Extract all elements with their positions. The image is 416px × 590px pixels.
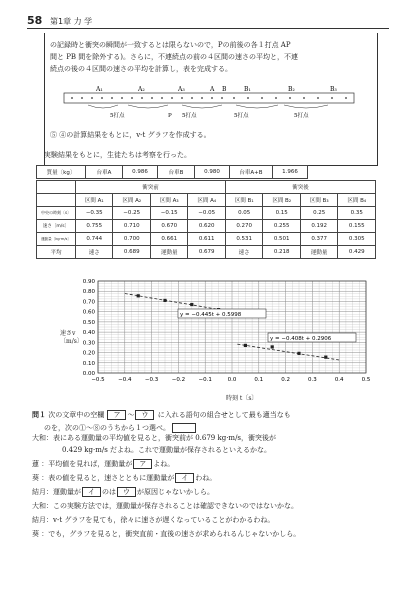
tape-brace <box>236 105 278 108</box>
tape-dot <box>71 97 73 99</box>
x-tick-label: 0.1 <box>254 377 264 383</box>
question-line-1 <box>32 410 291 420</box>
tape-dot <box>111 97 113 99</box>
tape-dot <box>317 97 319 99</box>
tape-dot <box>101 97 103 99</box>
dialogue-line <box>32 487 214 497</box>
table-cell: 0.35 <box>338 207 376 220</box>
dialogue-text: 表にある運動量の平均値を見ると，衝突前が 0.679 kg·m/s，衝突後が <box>53 434 277 442</box>
range-sep: 〜 <box>127 411 135 419</box>
fit-after-label: y = −0.408t + 0.2906 <box>270 336 332 342</box>
table-cell: 0.501 <box>263 233 301 246</box>
x-tick-label: −0.3 <box>144 377 159 383</box>
blank-box: イ <box>82 487 101 497</box>
speaker-name: 蓮 ： <box>32 460 49 468</box>
chart-tick-labels <box>83 279 371 383</box>
col-header: 区間 B₂ <box>263 194 301 207</box>
question-line-2 <box>44 423 196 433</box>
tape-under-label: 5打点 <box>182 113 197 119</box>
tape-label: B₁ <box>244 86 251 93</box>
table-cell: −0.25 <box>113 207 150 220</box>
tape-brace <box>182 105 222 108</box>
table-row <box>37 246 376 259</box>
mass-cell: 0.980 <box>195 166 230 179</box>
table-cell: 0.531 <box>225 233 263 246</box>
tape-dot <box>141 97 143 99</box>
tape-under-label: 5打点 <box>294 113 309 119</box>
table-row <box>37 233 376 246</box>
avg-cell: 速さ <box>225 246 263 259</box>
mass-cell: 1.966 <box>273 166 308 179</box>
vt-chart <box>60 275 380 395</box>
chapter-title: 第1章 力 学 <box>50 17 93 26</box>
table-cell: 0.755 <box>76 220 113 233</box>
group-after: 衝突後 <box>225 181 375 194</box>
tape-dot <box>131 97 133 99</box>
procedure-text-2: 間と PB 間を除外する)。さらに，不連続点の前の４区間の速さの平均と，不連 <box>50 53 299 61</box>
table-cell: −0.05 <box>188 207 225 220</box>
data-point <box>163 299 166 302</box>
dialogue-text: でも，グラフを見ると，衝突直前・直後の速さが求められるんじゃないかしら。 <box>48 530 301 538</box>
tape-brace <box>88 105 118 108</box>
col-header: 区間 B₄ <box>338 194 376 207</box>
tape-dot <box>81 97 83 99</box>
avg-cell: 0.679 <box>188 246 225 259</box>
col-header: 区間 A₃ <box>150 194 187 207</box>
col-header: 区間 B₃ <box>300 194 338 207</box>
x-tick-label: 0.4 <box>334 377 344 383</box>
speaker-name: 葵 ： <box>32 474 49 482</box>
x-tick-label: −0.2 <box>171 377 186 383</box>
table-cell: 0.15 <box>263 207 301 220</box>
mass-table <box>36 165 308 179</box>
page-number: 58 <box>27 14 43 27</box>
table-cell: 0.710 <box>113 220 150 233</box>
table-cell: −0.35 <box>76 207 113 220</box>
speaker-name: 葵 ： <box>32 530 49 538</box>
row-label: 速さ〔m/s〕 <box>37 220 76 233</box>
tape-dot <box>331 97 333 99</box>
data-point <box>190 303 193 306</box>
y-tick-label: 0.30 <box>82 340 95 347</box>
procedure-step-5: ⑤ ④の計算結果をもとに，v-t グラフを作成する。 <box>50 131 211 139</box>
blank-box: ウ <box>117 487 136 497</box>
results-table <box>36 180 376 259</box>
tape-dot <box>201 97 203 99</box>
y-tick-label: 0.70 <box>82 299 95 306</box>
tape-under-label: P <box>168 113 172 119</box>
speaker-name: 結月： <box>32 488 53 496</box>
table-cell: 0.611 <box>188 233 225 246</box>
data-point <box>271 345 274 348</box>
table-cell: 0.25 <box>300 207 338 220</box>
tape-label: B₃ <box>330 86 337 93</box>
tape-label: A <box>210 86 215 93</box>
blank-a: ア <box>107 410 126 420</box>
dialogue-text: のは <box>102 488 116 496</box>
col-header: 区間 A₂ <box>113 194 150 207</box>
data-point <box>244 344 247 347</box>
tape-label: A₁ <box>96 86 103 93</box>
table-cell: 0.700 <box>113 233 150 246</box>
tape-dot <box>345 97 347 99</box>
dialogue-text: この実験方法では，運動量が保存されることは確認できないのではないかな。 <box>53 502 298 510</box>
speaker-name: 大和： <box>32 434 53 442</box>
tape-dot <box>181 97 183 99</box>
data-point <box>297 352 300 355</box>
dialogue-text: 0.429 kg·m/s だよね。これで運動量が保存されるといえるかな。 <box>62 446 272 454</box>
row-label: 中央の時刻〔s〕 <box>37 207 76 220</box>
tape-dot <box>233 97 235 99</box>
dialogue-text: が原因じゃないかしら。 <box>137 488 214 496</box>
table-cell: 0.305 <box>338 233 376 246</box>
question-number: 問１ <box>32 410 46 419</box>
table-row <box>37 220 376 233</box>
y-tick-label: 0.10 <box>82 360 95 367</box>
data-point <box>137 294 140 297</box>
tape-brace <box>284 105 328 108</box>
fit-before-label: y = −0.445t + 0.5998 <box>180 312 242 318</box>
x-tick-label: −0.4 <box>118 377 132 383</box>
corner-cell <box>37 194 76 207</box>
chart-ylabel: 速さv〔m/s〕 <box>60 330 83 345</box>
avg-cell: 速さ <box>76 246 113 259</box>
procedure-text-3: 続点の後の４区間の速さの平均を計算し，表を完成する。 <box>50 65 232 73</box>
mass-cell: 0.986 <box>123 166 158 179</box>
table-cell: 0.661 <box>150 233 187 246</box>
dialogue-line <box>32 529 300 539</box>
table-cell: −0.15 <box>150 207 187 220</box>
tape-dot <box>161 97 163 99</box>
mass-cell: 質量〔kg〕 <box>37 166 86 179</box>
tape-brace <box>128 105 168 108</box>
y-tick-label: 0.80 <box>82 289 95 296</box>
dialogue-line <box>62 445 271 455</box>
speaker-name: 結月： <box>32 516 53 524</box>
table-cell: 0.670 <box>150 220 187 233</box>
row-label: 運動量〔kg·m/s〕 <box>37 233 76 246</box>
x-tick-label: −0.5 <box>91 377 105 383</box>
table-cell: 0.192 <box>300 220 338 233</box>
tape-strip <box>64 93 354 103</box>
tape-under-label: 5打点 <box>234 113 249 119</box>
group-before: 衝突前 <box>76 181 226 194</box>
blank-u: ウ <box>135 410 154 420</box>
dialogue-line <box>32 433 276 443</box>
table-cell: 0.05 <box>225 207 263 220</box>
tape-label: B <box>222 86 227 93</box>
avg-cell: 運動量 <box>150 246 187 259</box>
y-tick-label: 0.40 <box>82 330 95 337</box>
answer-box[interactable] <box>172 423 196 433</box>
col-header: 区間 A₄ <box>188 194 225 207</box>
avg-cell: 0.689 <box>113 246 150 259</box>
tape-dot <box>91 97 93 99</box>
table-cell: 0.377 <box>300 233 338 246</box>
tape-under-label: 5打点 <box>110 113 125 119</box>
corner-cell <box>37 181 76 194</box>
y-tick-label: 0.60 <box>82 309 95 316</box>
dialogue-text: v-t グラフを見ても，徐々に速さが遅くなっていることがわかるわね。 <box>53 516 275 524</box>
chart-xlabel: 時刻 t〔s〕 <box>226 395 258 402</box>
dialogue-line <box>32 501 298 511</box>
mass-cell: 台車B <box>158 166 195 179</box>
question-text-1: 次の文章中の空欄 <box>48 411 105 419</box>
avg-cell: 平均 <box>37 246 76 259</box>
dialogue-line <box>32 459 174 469</box>
x-tick-label: 0.0 <box>227 377 237 383</box>
avg-cell: 0.429 <box>338 246 376 259</box>
x-tick-label: −0.1 <box>198 377 212 383</box>
table-cell: 0.620 <box>188 220 225 233</box>
question-text-2: に入れる語句の組合せとして最も適当なも <box>157 411 291 419</box>
tape-label: A₃ <box>178 86 185 93</box>
blank-box: ア <box>133 459 152 469</box>
dialogue-text: わね。 <box>195 474 217 482</box>
table-cell: 0.255 <box>263 220 301 233</box>
tape-label: B₂ <box>288 86 295 93</box>
y-tick-label: 0.00 <box>82 371 95 377</box>
question-text-3: のを，次の①〜⑧のうちから１つ選べ。 <box>44 424 170 432</box>
dialogue-text: 運動量が <box>53 488 81 496</box>
fit-line-before <box>125 293 227 310</box>
dialogue-line <box>32 473 216 483</box>
procedure-text-1: の記録時と衝突の瞬間が一致するとは限らないので，Pの前後の各１打点 AP <box>50 41 291 49</box>
dialogue-text: よね。 <box>153 460 175 468</box>
tape-dot <box>303 97 305 99</box>
table-row <box>37 207 376 220</box>
y-tick-label: 0.20 <box>82 350 95 357</box>
mass-cell: 台車A <box>86 166 123 179</box>
tape-diagram <box>58 85 368 125</box>
speaker-name: 大和： <box>32 502 53 510</box>
dialogue-text: 平均値を見れば，運動量が <box>48 460 133 468</box>
tape-dot <box>289 97 291 99</box>
tape-dot <box>171 97 173 99</box>
tape-dot <box>211 97 213 99</box>
x-tick-label: 0.3 <box>308 377 317 383</box>
x-tick-label: 0.2 <box>281 377 290 383</box>
dialogue-text: 表の値を見ると，速さとともに運動量が <box>48 474 175 482</box>
tape-dot <box>275 97 277 99</box>
tape-dot <box>121 97 123 99</box>
avg-cell: 0.218 <box>263 246 301 259</box>
table-cell: 0.155 <box>338 220 376 233</box>
table-cell: 0.744 <box>76 233 113 246</box>
y-tick-label: 0.90 <box>82 279 95 285</box>
tape-dot <box>191 97 193 99</box>
col-header: 区間 A₁ <box>76 194 113 207</box>
col-header: 区間 B₁ <box>225 194 263 207</box>
y-tick-label: 0.50 <box>82 319 95 326</box>
x-tick-label: 0.5 <box>361 377 371 383</box>
tape-dot <box>247 97 249 99</box>
tape-label: A₂ <box>138 86 145 93</box>
header-rule <box>27 28 389 29</box>
tape-dot <box>151 97 153 99</box>
mass-cell: 台車A+B <box>230 166 273 179</box>
tape-dot <box>261 97 263 99</box>
blank-box: イ <box>175 473 194 483</box>
dialogue-line <box>32 515 274 525</box>
table-cell: 0.270 <box>225 220 263 233</box>
data-point <box>324 356 327 359</box>
intro-text: 実験結果をもとに，生徒たちは考察を行った。 <box>44 151 191 159</box>
tape-dot <box>221 97 223 99</box>
avg-cell: 運動量 <box>300 246 338 259</box>
